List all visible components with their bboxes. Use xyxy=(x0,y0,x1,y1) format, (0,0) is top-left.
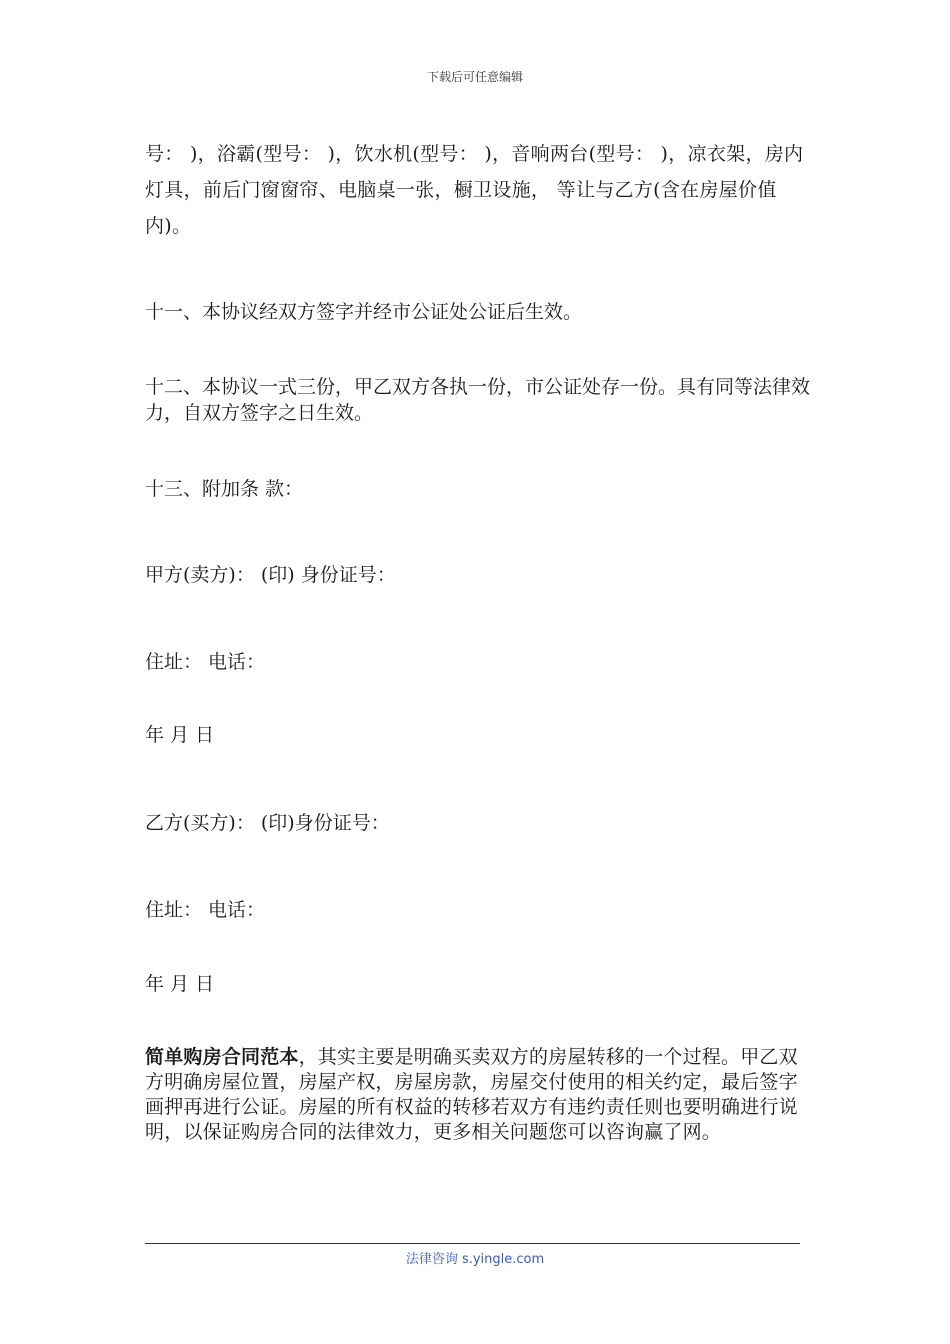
party-a-address-line: 住址： 电话： xyxy=(145,651,266,673)
party-a-date-line: 年 月 日 xyxy=(145,724,215,746)
party-b-address-line: 住址： 电话： xyxy=(145,899,266,921)
page-header: 下载后可任意编辑 xyxy=(426,70,523,84)
summary-title: 简单购房合同范本 xyxy=(145,1046,299,1068)
footer-link[interactable]: 法律咨询 s.yingle.com xyxy=(405,1252,545,1267)
clause-twelve: 十二、本协议一式三份，甲乙双方各执一份，市公证处存一份。具有同等法律效力，自双方签字之日生效。 xyxy=(145,376,811,424)
party-b-signature-line: 乙方(买方)： (印)身份证号： xyxy=(145,812,390,834)
clause-eleven: 十一、本协议经双方签字并经市公证处公证后生效。 xyxy=(145,301,583,323)
summary-paragraph xyxy=(145,1045,810,1145)
paragraph-appliances: 号： )，浴霸(型号： )，饮水机(型号： )，音响两台(型号： )，凉衣架，房内灯具，前后门窗窗帘、电脑桌一张，橱卫设施， 等让与乙方(含在房屋价值内)。 xyxy=(145,143,804,237)
party-b-date-line: 年 月 日 xyxy=(145,973,215,995)
party-a-signature-line: 甲方(卖方)： (印) 身份证号： xyxy=(145,564,396,586)
clause-thirteen: 十三、附加条 款： xyxy=(145,478,304,500)
footer-divider xyxy=(145,1243,800,1244)
summary-text: ，其实主要是明确买卖双方的房屋转移的一个过程。甲乙双方明确房屋位置，房屋产权，房屋房款，房屋交付使用的相关约定，最后签字画押再进行公证。房屋的所有权益的转移若双方有违约责任则也要明确进行说明，以保证购房合同的法律效力，更多相关问题您可以咨询赢了网。 xyxy=(145,1046,798,1143)
